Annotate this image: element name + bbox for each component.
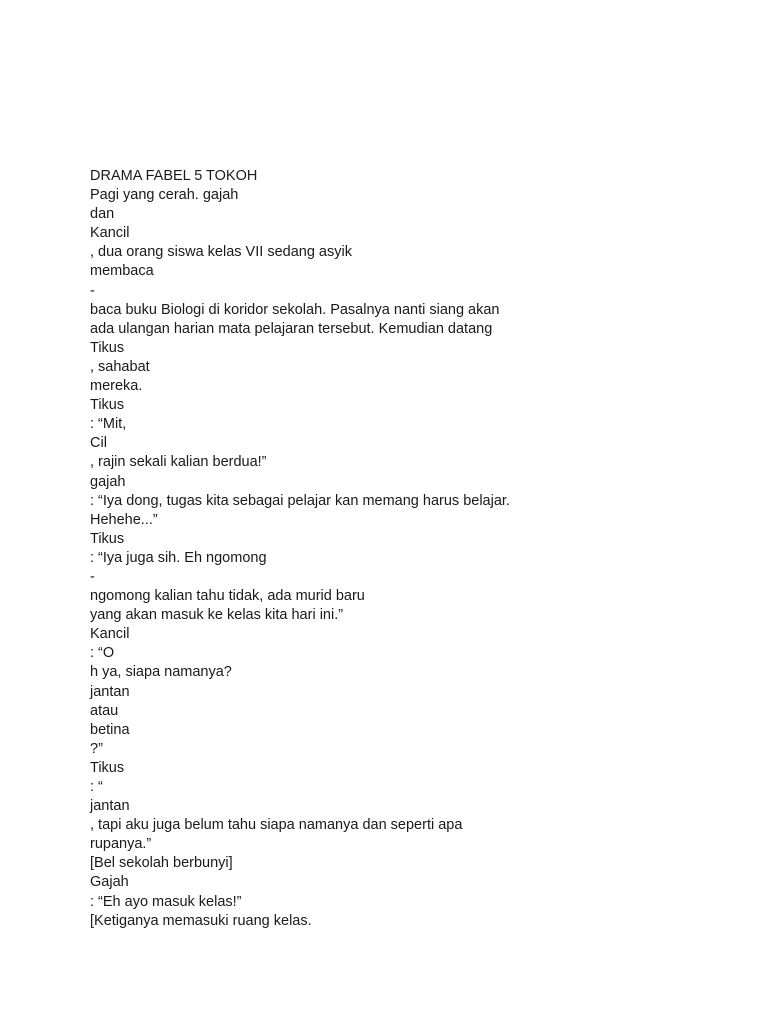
text-line: , dua orang siswa kelas VII sedang asyik (90, 244, 352, 261)
text-line: : “ (90, 779, 103, 795)
text-line: : “O (90, 645, 115, 662)
text-line: Hehehe...” (90, 511, 158, 528)
text-line: Tikus (90, 397, 125, 414)
text-line: Kancil (90, 225, 130, 242)
text-line: - (90, 568, 95, 585)
text-line: Tikus (90, 530, 125, 547)
text-line: [Ketiganya memasuki ruang kelas. (90, 912, 312, 929)
text-line: jantan (90, 798, 130, 815)
text-line: Pagi yang cerah. gajah (90, 187, 239, 204)
text-line: mereka. (90, 378, 143, 395)
text-line: , rajin sekali kalian berdua!” (90, 454, 267, 471)
text-line: betina (90, 721, 130, 738)
text-line: Gajah (90, 874, 129, 891)
text-line: : “Eh ayo masuk kelas!” (90, 893, 242, 910)
text-line: dan (90, 206, 115, 223)
text-line: , sahabat (90, 358, 150, 375)
text-line: : “Mit, (90, 416, 127, 433)
text-line: yang akan masuk ke kelas kita hari ini.” (90, 607, 344, 624)
text-line: atau (90, 702, 119, 719)
document-title: DRAMA FABEL 5 TOKOH (90, 168, 258, 184)
text-line: Cil (90, 435, 107, 452)
text-line: : “Iya juga sih. Eh ngomong (90, 549, 267, 566)
text-line: h ya, siapa namanya? (90, 664, 232, 681)
text-line: Tikus (90, 339, 125, 356)
text-line: ngomong kalian tahu tidak, ada murid baru (90, 588, 365, 605)
text-line: Kancil (90, 626, 130, 643)
text-line: jantan (90, 683, 130, 700)
text-line: ada ulangan harian mata pelajaran tersebut. Kemudian datang (90, 320, 493, 337)
text-line: gajah (90, 473, 126, 490)
text-line: baca buku Biologi di koridor sekolah. Pasalnya nanti siang akan (90, 301, 500, 318)
text-line: Tikus (90, 759, 125, 776)
text-line: : “Iya dong, tugas kita sebagai pelajar kan memang harus belajar. (90, 492, 510, 509)
text-line: , tapi aku juga belum tahu siapa namanya dan seperti apa (90, 817, 463, 834)
text-line: rupanya.” (90, 836, 152, 853)
text-line: membaca (90, 263, 154, 280)
text-line: [Bel sekolah berbunyi] (90, 855, 233, 872)
text-line: - (90, 282, 95, 299)
text-line: ?” (90, 740, 103, 757)
document-page (90, 167, 750, 931)
